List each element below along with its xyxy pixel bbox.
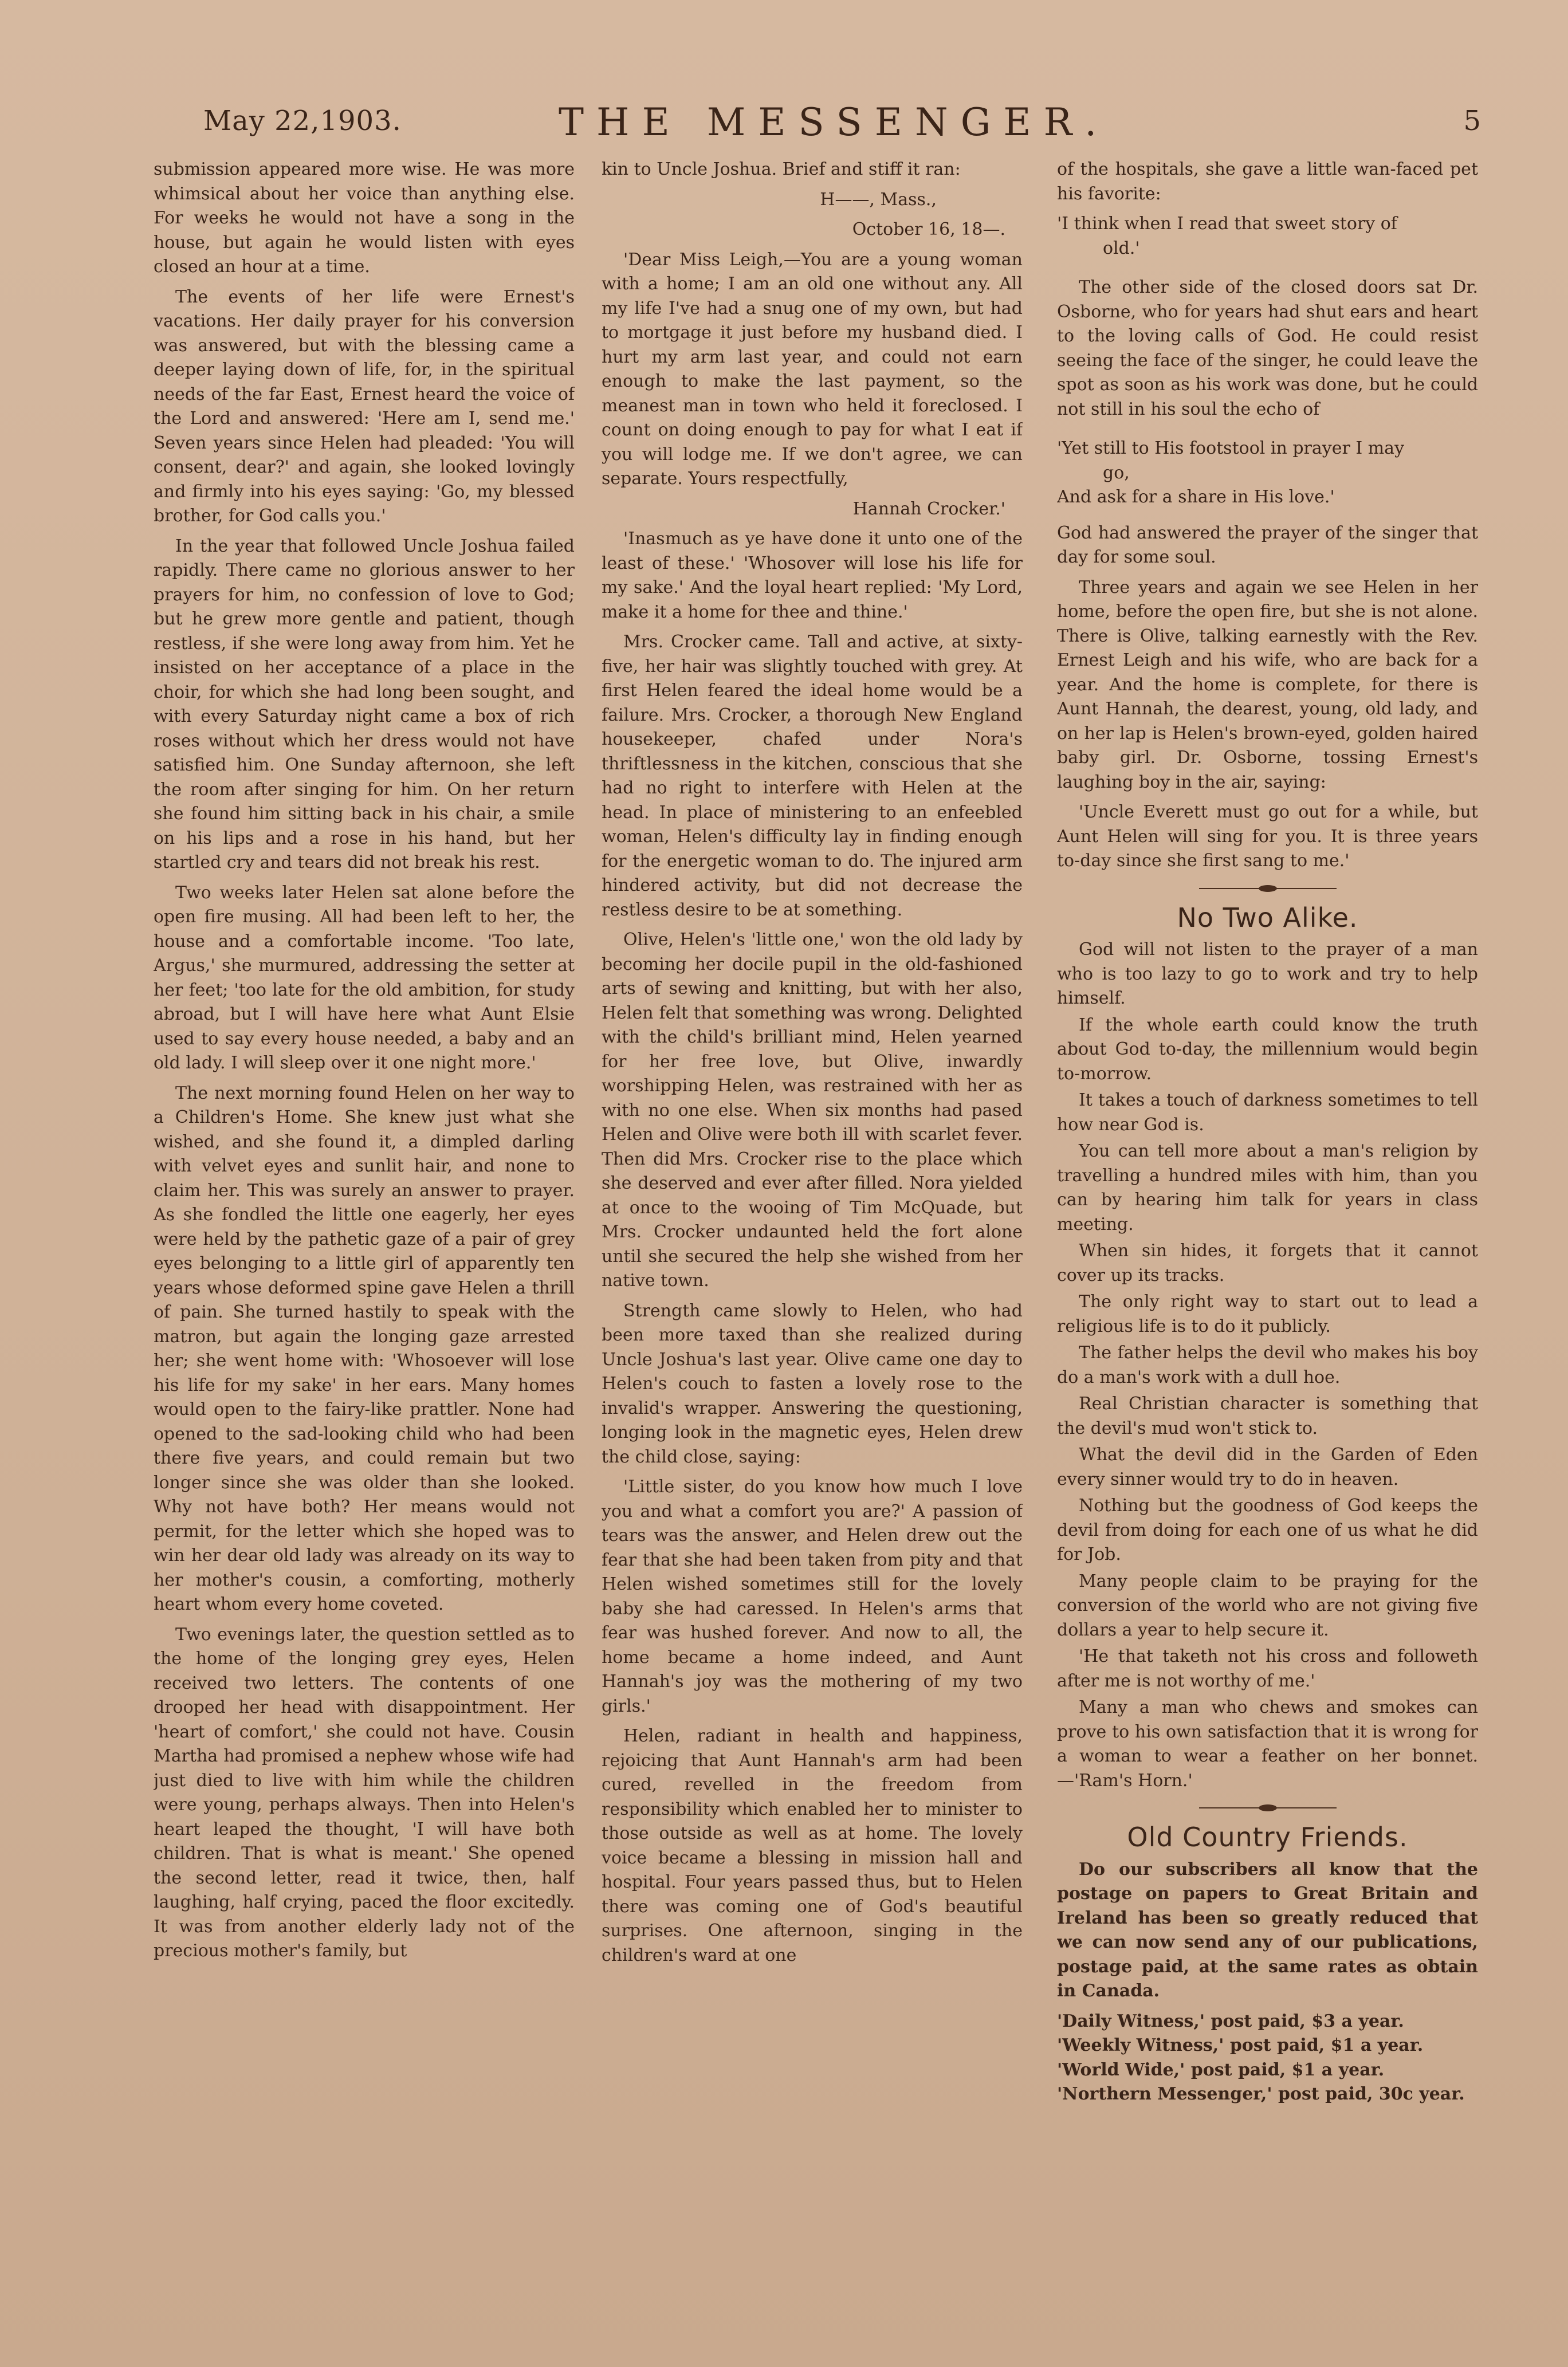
paragraph: It takes a touch of darkness sometimes to tell how near God is. [1057,1090,1478,1135]
paragraph: Mrs. Crocker came. Tall and active, at sixty-five, her hair was slightly touched with grey. At first Helen feared the ideal home would be a failure. Mrs. Crocker, a thorough New England housekeeper, chafed under Nora's thriftlessness in the kitchen, conscious that she had no right to interfere with Helen at the head. In place of ministering to an enfeebled woman, Helen's difficulty lay in finding enough for the energetic woman to do. The injured arm hindered activity, but did not decrease the restless desire to be at something. [602,632,1023,920]
page-header [203,100,1481,152]
paragraph: 'Inasmuch as ye have done it unto one of the least of these.' 'Whosover will lose his life for my sake.' And the loyal heart replied: 'My Lord, make it a home for thee and thine.' [602,529,1023,622]
paragraph: The other side of the closed doors sat Dr. Osborne, who for years had shut ears and heart to the loving calls of God. He could resist seeing the face of the singer, he could leave the spot as soon as his work was done, but he could not still in his soul the echo of [1057,277,1478,419]
verse-line: go, [1103,462,1130,483]
column-1 [154,158,575,2289]
paragraph: The events of her life were Ernest's vacations. Her daily prayer for his conversion was answered, but with the blessing came a deeper laying down of life, for, in the spiritual needs of the far East, Ernest heard the voice of the Lord and answered: 'Here am I, send me.' Seven years since Helen had pleaded: 'You will consent, dear?' and again, she looked lovingly and firmly into his eyes saying: 'Go, my blessed brother, for God calls you.' [154,286,575,526]
paragraph: Two evenings later, the question settled as to the home of the longing grey eyes, Helen received two letters. The contents of one drooped her head with disappointment. Her 'heart of comfort,' she could not have. Cousin Martha had promised a nephew whose wife had just died to live with him while the children were young, perhaps always. Then into Helen's heart leaped the thought, 'I will have both children. That is what is meant.' She opened the second letter, read it twice, then, half laughing, half crying, paced the floor excitedly. It was from another elderly lady not of the precious mother's family, but [154,1624,575,1961]
paragraph: 'Little sister, do you know how much I love you and what a comfort you are?' A passion of tears was the answer, and Helen drew out the fear that she had been taken from pity and that Helen wished sometimes still for the lovely baby she had caressed. In Helen's arms that fear was hushed forever. And now to all, the home became a home indeed, and Aunt Hannah's joy was the mothering of my two girls.' [602,1477,1023,1716]
page-number: 5 [1463,105,1481,137]
paragraph: If the whole earth could know the truth about God to-day, the millennium would begin to-morrow. [1057,1015,1478,1084]
paragraph: Do our subscribers all know that the postage on papers to Great Britain and Ireland has been so greatly reduced that we can now send any of our publications, postage paid, at the same rates as obtain in Canada. [1057,1859,1478,2001]
rate-line: 'Daily Witness,' post paid, $3 a year. [1057,2011,1404,2031]
verse-line: 'Yet still to His footstool in prayer I may [1057,438,1405,458]
rate-line: 'Northern Messenger,' post paid, 30c year. [1057,2084,1465,2104]
paragraph: When sin hides, it forgets that it cannot cover up its tracks. [1057,1241,1478,1285]
paragraph: submission appeared more wise. He was more whimsical about her voice than anything else. For weeks he would not have a song in the house, but again he would listen with eyes closed an hour at a time. [154,159,575,277]
letter-body: 'Dear Miss Leigh,—You are a young woman with a home; I am an old one without any. All my life I've had a snug one of my own, but had to mortgage it just before my husband died. I hurt my arm last year, and could not earn enough to make the last payment, so the meanest man in town who held it foreclosed. I count on doing enough to pay for what I eat if you will lodge me. If we don't agree, we can separate. Yours respectfully, [602,249,1023,489]
paragraph: kin to Uncle Joshua. Brief and stiff it ran: [602,159,961,179]
paragraph: You can tell more about a man's religion by travelling a hundred miles with him, than you can by hearing him talk for years in class meeting. [1057,1141,1478,1234]
letter-place: H——, Mass., [820,189,937,210]
paragraph: Three years and again we see Helen in her home, before the open fire, but she is not alone. There is Olive, talking earnestly with the Rev. Ernest Leigh and his wife, who are back for a year. And the home is complete, for there is Aunt Hannah, the dearest, young, old lady, and on her lap is Helen's brown-eyed, golden haired baby girl. Dr. Osborne, tossing Ernest's laughing boy in the air, saying: [1057,577,1478,792]
section-divider [1199,1807,1337,1809]
paragraph: God had answered the prayer of the singer that day for some soul. [1057,522,1478,567]
paragraph: The father helps the devil who makes his boy do a man's work with a dull hoe. [1057,1343,1478,1387]
paragraph: The next morning found Helen on her way to a Children's Home. She knew just what she wished, and she found it, a dimpled darling with velvet eyes and sunlit hair, and none to claim her. This was surely an answer to prayer. As she fondled the little one eagerly, her eyes were held by the pathetic gaze of a pair of grey eyes belonging to a little girl of apparently ten years whose deformed spine gave Helen a thrill of pain. She turned hastily to speak with the matron, but again the longing gaze arrested her; she went home with: 'Whosoever will lose his life for my sake' in her ears. Many homes would open to the fairy-like prattler. None had opened to the sad-looking child who had been there five years, and could remain but two longer since she was older than she looked. Why not have both? Her means would not permit, for the letter which she hoped was to win her dear old lady was already on its way to her mother's cousin, a comforting, motherly heart whom every home coveted. [154,1083,575,1614]
paragraph: Olive, Helen's 'little one,' won the old lady by becoming her docile pupil in the old-fashioned arts of sewing and knitting, but with her also, Helen felt that something was wrong. Delighted with the child's brilliant mind, Helen yearned for her free love, but Olive, inwardly worshipping Helen, was restrained with her as with no one else. When six months had pased Helen and Olive were both ill with scarlet fever. Then did Mrs. Crocker rise to the place which she deserved and ever after filled. Nora yielded at once to the wooing of Tim McQuade, but Mrs. Crocker undaunted held the fort alone until she secured the help she wished from her native town. [602,930,1023,1291]
paragraph: Many a man who chews and smokes can prove to his own satisfaction that it is wrong for a woman to wear a feather on her bonnet.—'Ram's Horn.' [1057,1697,1478,1791]
paragraph: Strength came slowly to Helen, who had been more taxed than she realized during Uncle Joshua's last year. Olive came one day to Helen's couch to fasten a lovely rose to the invalid's wrapper. Answering the questioning, longing look in the magnetic eyes, Helen drew the child close, saying: [602,1300,1023,1467]
paragraph: Helen, radiant in health and happiness, rejoicing that Aunt Hannah's arm had been cured, revelled in the freedom from responsibility which enabled her to minister to those outside as well as at home. The lovely voice became a blessing in mission hall and hospital. Four years passed thus, but to Helen there was coming one of God's beautiful surprises. One afternoon, singing in the children's ward at one [602,1726,1023,1965]
rate-line: 'World Wide,' post paid, $1 a year. [1057,2059,1385,2080]
section-heading: No Two Alike. [1177,902,1358,933]
column-2 [602,158,1023,2289]
issue-date: May 22,1903. [203,105,402,137]
masthead-title: THE MESSENGER. [559,100,1110,144]
rate-line: 'Weekly Witness,' post paid, $1 a year. [1057,2035,1424,2055]
paragraph: Real Christian character is something that the devil's mud won't stick to. [1057,1394,1478,1438]
letter-signature: Hannah Crocker.' [852,498,1005,519]
verse-line: 'I think when I read that sweet story of [1057,214,1397,234]
paragraph: God will not listen to the prayer of a man who is too lazy to go to work and try to help himself. [1057,939,1478,1008]
section-divider [1199,887,1337,890]
paragraph: In the year that followed Uncle Joshua failed rapidly. There came no glorious answer to her prayers for him, no confession of love to God; but he grew more gentle and patient, though restless, if she were long away from him. Yet he insisted on her acceptance of a place in the choir, for which she had long been sought, and with every Saturday night came a box of rich roses without which her dress would not have satisfied him. One Sunday afternoon, she left the room after singing for him. On her return she found him sitting back in his chair, a smile on his lips and a rose in his hand, but her startled cry and tears did not break his rest. [154,536,575,872]
paragraph: Many people claim to be praying for the conversion of the world who are not giving five dollars a year to help secure it. [1057,1571,1478,1640]
paragraph: 'He that taketh not his cross and followeth after me is not worthy of me.' [1057,1646,1478,1691]
paragraph: The only right way to start out to lead a religious life is to do it publicly. [1057,1292,1478,1336]
paragraph: What the devil did in the Garden of Eden every sinner would try to do in heaven. [1057,1445,1478,1489]
verse-line: old.' [1103,238,1140,258]
paragraph: 'Uncle Everett must go out for a while, but Aunt Helen will sing for you. It is three years to-day since she first sang to me.' [1057,802,1478,871]
letter-date: October 16, 18—. [852,219,1005,239]
column-3 [1057,158,1478,2289]
paragraph: of the hospitals, she gave a little wan-faced pet his favorite: [1057,159,1478,204]
verse-line: And ask for a share in His love.' [1057,487,1335,507]
section-heading: Old Country Friends. [1127,1822,1408,1853]
paragraph: Nothing but the goodness of God keeps the devil from doing for each one of us what he did for Job. [1057,1496,1478,1564]
paragraph: Two weeks later Helen sat alone before the open fire musing. All had been left to her, the house and a comfortable income. 'Too late, Argus,' she murmured, addressing the setter at her feet; 'too late for the old ambition, for study abroad, but I will have here what Aunt Elsie used to say every house needed, a baby and an old lady. I will sleep over it one night more.' [154,882,575,1073]
